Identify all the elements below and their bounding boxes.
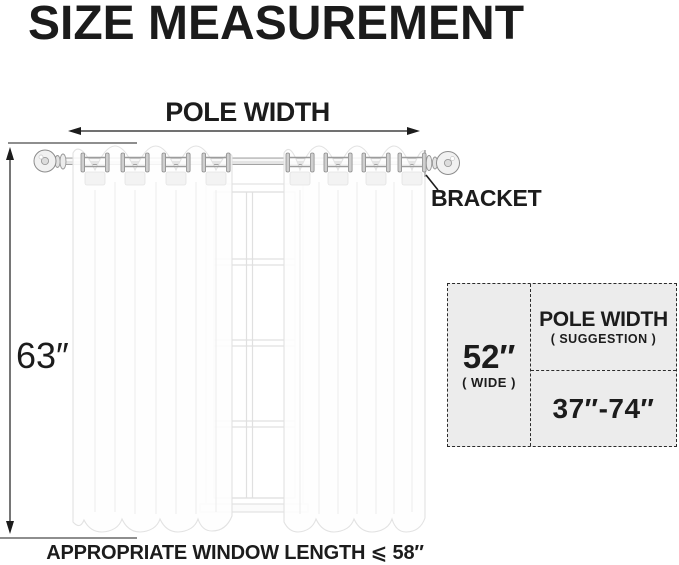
pole-width-title: POLE WIDTH: [539, 307, 668, 331]
curtain-width-note: ( WIDE ): [462, 375, 516, 391]
curtain-panel-left: [73, 146, 232, 532]
window-length-label: APPROPRIATE WINDOW LENGTH ⩽ 58″: [46, 542, 424, 564]
curtain-width-value: 52″: [462, 337, 516, 375]
curtain-length-label: 63″: [16, 335, 69, 376]
info-box-width-cell: [448, 284, 531, 446]
info-box-range-cell: [531, 371, 676, 446]
info-box-pole-width-cell: [531, 284, 676, 371]
finial-left-icon: [34, 150, 66, 172]
size-info-box: [447, 283, 677, 447]
bracket-finial-icon: [426, 152, 459, 175]
page-title: SIZE MEASUREMENT: [28, 0, 525, 50]
pole-width-label: POLE WIDTH: [165, 97, 330, 127]
pole-width-subtitle: ( SUGGESTION ): [550, 332, 657, 347]
bracket-label: BRACKET: [431, 185, 542, 211]
pole-width-range: 37″-74″: [552, 392, 655, 424]
curtain-panel-right: [284, 146, 425, 532]
